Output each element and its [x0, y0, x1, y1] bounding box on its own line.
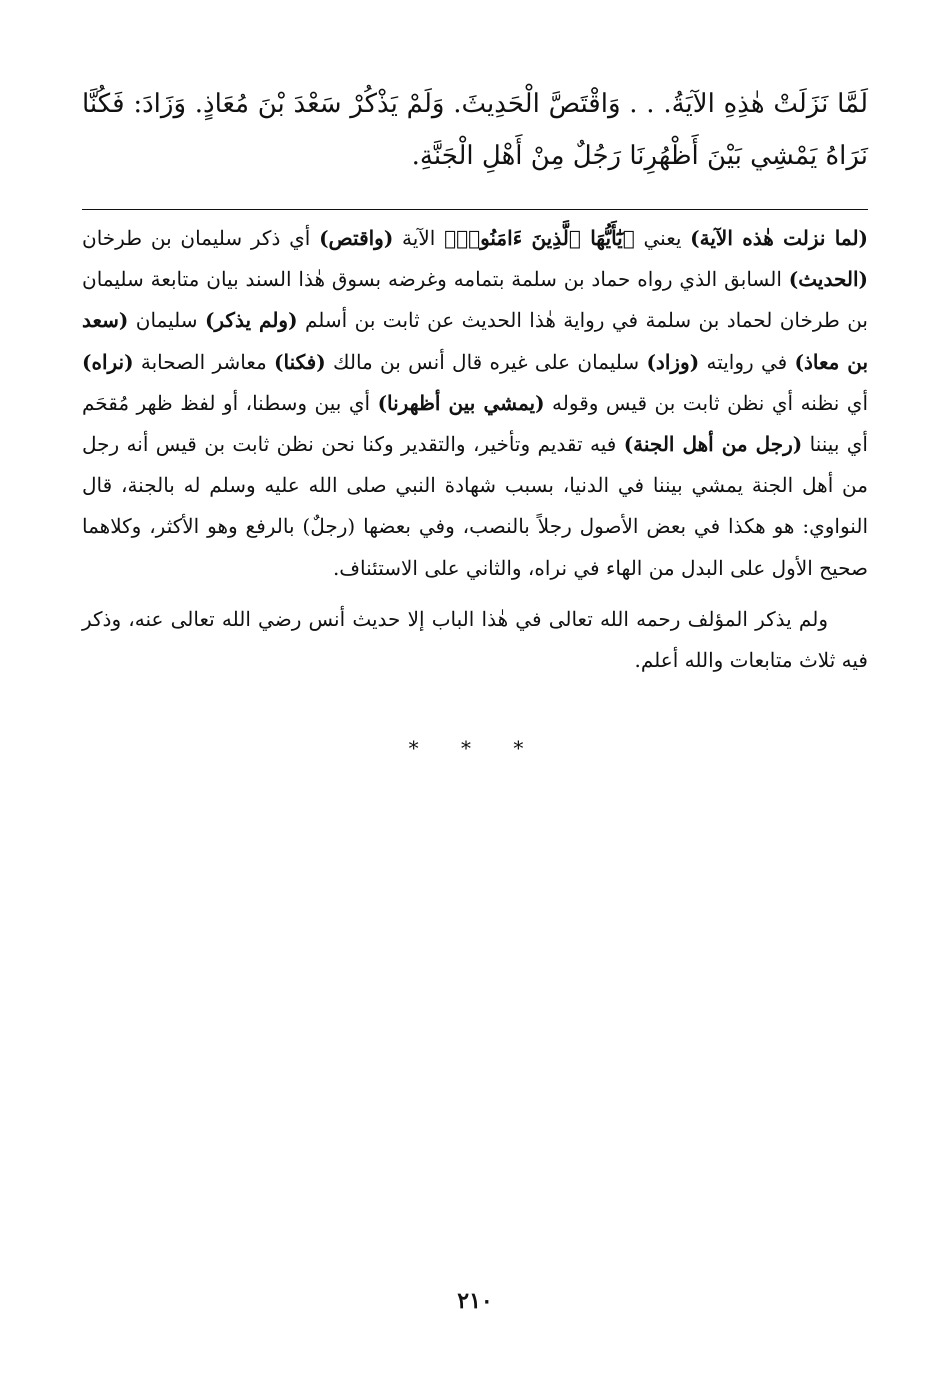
commentary-text: معاشر الصحابة: [133, 349, 275, 374]
lemma-did-not-mention: (ولم يذكر): [204, 308, 298, 333]
lemma-saad-ibn-muadh: (سعد بن معاذ): [82, 308, 869, 374]
lemma-walks-among-us: (يمشي بين أظهرنا): [377, 390, 545, 415]
lemma-hadith: (الحديث): [788, 267, 868, 292]
commentary-text: يعني: [634, 226, 691, 250]
lemma-iqtassa: (واقتص): [319, 226, 394, 250]
commentary-text: أي ذكر سليمان بن طرخان: [82, 226, 320, 250]
commentary-text: أي نظنه أي نظن ثابت بن قيس وقوله: [544, 390, 869, 415]
hadith-text-block: [82, 78, 868, 182]
lemma-wazad: (وزاد): [646, 349, 700, 374]
commentary-text: السابق الذي رواه حماد بن سلمة بتمامه وغرضه بسوق هٰذا السند بيان متابعة سليمان بن طرخان لحماد بن سلمة في رواية هٰذا الحديث عن ثابت بن أسلم: [82, 267, 868, 333]
commentary-text: فيه تقديم وتأخير، والتقدير وكنا نحن نظن ثابت بن قيس أنه رجل من أهل الجنة يمشي بيننا في الدنيا، بسبب شهادة النبي صلى الله عليه وسلم له بالجنة، قال النواوي: هو هكذا في بعض الأصول رجلاً بالنصب، وفي بعضها (رجلٌ) بالرفع وهو الأكثر، وكلاهما صحيح الأول على البدل من الهاء في نراه، والثاني على الاستئناف.: [82, 432, 868, 580]
footnote-separator-line: [82, 209, 868, 210]
lemma-fakunna: (فكنا): [274, 349, 326, 374]
quran-quote: ﴿يَٰٓأَيُّهَا ٱلَّذِينَ ءَامَنُوا۟﴾: [444, 226, 635, 250]
commentary-block: [82, 218, 868, 681]
page-number: ٢١٠: [457, 1288, 493, 1314]
closing-paragraph: ولم يذكر المؤلف رحمه الله تعالى في هٰذا الباب إلا حديث أنس رضي الله تعالى عنه، وذكر فيه ثلاث متابعات والله أعلم.: [82, 606, 868, 673]
lemma-when-verse-revealed: (لما نزلت هٰذه الآية): [690, 226, 869, 250]
commentary-text: سليمان: [128, 308, 205, 333]
commentary-text: في روايته: [699, 349, 795, 374]
hadith-text: لَمَّا نَزَلَتْ هٰذِهِ الآيَةُ. . . وَاقْتَصَّ الْحَدِيثَ. وَلَمْ يَذْكُرْ سَعْدَ بْنَ مُعَاذٍ. وَزَادَ: فَكُنَّا نَرَاهُ يَمْشِي بَيْنَ أَظْهُرِنَا رَجُلٌ مِنْ أَهْلِ الْجَنَّةِ.: [82, 89, 868, 171]
commentary-text: الآية: [393, 226, 445, 250]
section-separator-stars: * * *: [408, 736, 542, 760]
commentary-paragraph: [82, 218, 868, 589]
commentary-text: أي بين وسطنا، أو لفظ ظهر مُقحَم أي بيننا: [82, 390, 868, 457]
lemma-narahu: (نراه): [82, 349, 134, 374]
lemma-man-of-paradise: (رجل من أهل الجنة): [623, 432, 803, 457]
commentary-text: سليمان على غيره قال أنس بن مالك: [325, 349, 647, 374]
